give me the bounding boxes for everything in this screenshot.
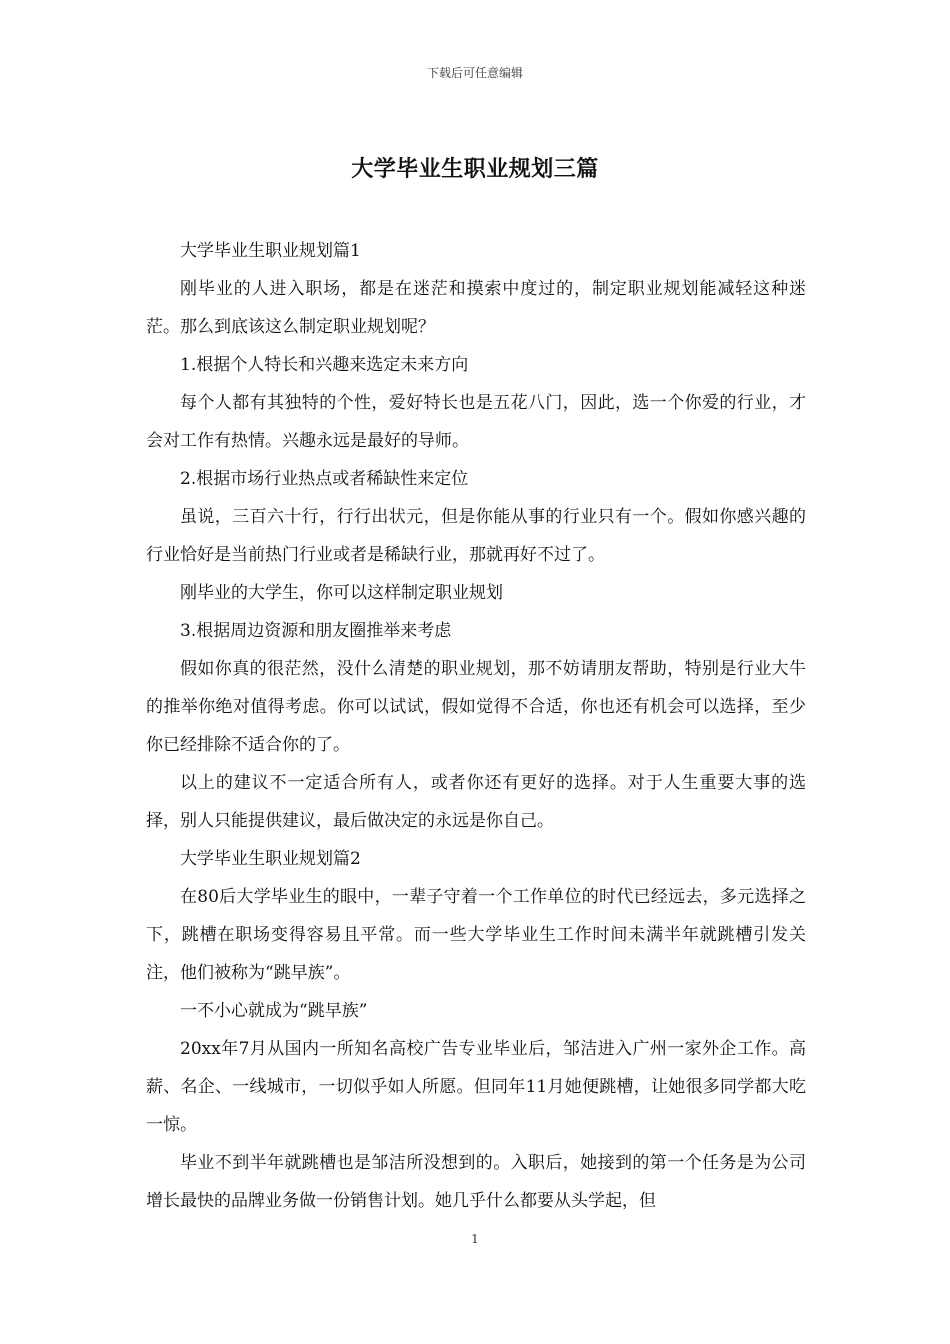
paragraph: 以上的建议不一定适合所有人，或者你还有更好的选择。对于人生重要大事的选择，别人只能提供建议，最后做决定的永远是你自己。	[146, 773, 806, 831]
document-body	[146, 232, 806, 1220]
paragraph: 刚毕业的大学生，你可以这样制定职业规划	[180, 583, 503, 603]
paragraph: 在80后大学毕业生的眼中，一辈子守着一个工作单位的时代已经远去，多元选择之下，跳槽在职场变得容易且平常。而一些大学毕业生工作时间未满半年就跳槽引发关注，他们被称为“跳早族”。	[146, 887, 806, 983]
paragraph: 20xx年7月从国内一所知名高校广告专业毕业后，邹洁进入广州一家外企工作。高薪、名企、一线城市，一切似乎如人所愿。但同年11月她便跳槽，让她很多同学都大吃一惊。	[146, 1039, 806, 1135]
paragraph: 刚毕业的人进入职场，都是在迷茫和摸索中度过的，制定职业规划能减轻这种迷茫。那么到底该这么制定职业规划呢？	[146, 279, 806, 337]
paragraph: 毕业不到半年就跳槽也是邹洁所没想到的。入职后，她接到的第一个任务是为公司增长最快的品牌业务做一份销售计划。她几乎什么都要从头学起，但	[146, 1153, 806, 1211]
paragraph: 一不小心就成为“跳早族”	[180, 1001, 368, 1021]
list-item-heading: 1.根据个人特长和兴趣来选定未来方向	[180, 355, 469, 375]
list-item-heading: 2.根据市场行业热点或者稀缺性来定位	[180, 469, 469, 489]
section-heading-2: 大学毕业生职业规划篇2	[180, 849, 361, 869]
section-heading-1: 大学毕业生职业规划篇1	[180, 241, 361, 261]
document-title: 大学毕业生职业规划三篇	[351, 156, 599, 182]
paragraph: 假如你真的很茫然，没什么清楚的职业规划，那不妨请朋友帮助，特别是行业大牛的推举你绝对值得考虑。你可以试试，假如觉得不合适，你也还有机会可以选择，至少你已经排除不适合你的了。	[146, 659, 806, 755]
paragraph: 每个人都有其独特的个性，爱好特长也是五花八门，因此，选一个你爱的行业，才会对工作有热情。兴趣永远是最好的导师。	[146, 393, 806, 451]
paragraph: 虽说，三百六十行，行行出状元，但是你能从事的行业只有一个。假如你感兴趣的行业恰好是当前热门行业或者是稀缺行业，那就再好不过了。	[146, 507, 806, 565]
page-number: 1	[471, 1232, 479, 1246]
list-item-heading: 3.根据周边资源和朋友圈推举来考虑	[180, 621, 452, 641]
page-header: 下载后可任意编辑	[426, 66, 523, 80]
